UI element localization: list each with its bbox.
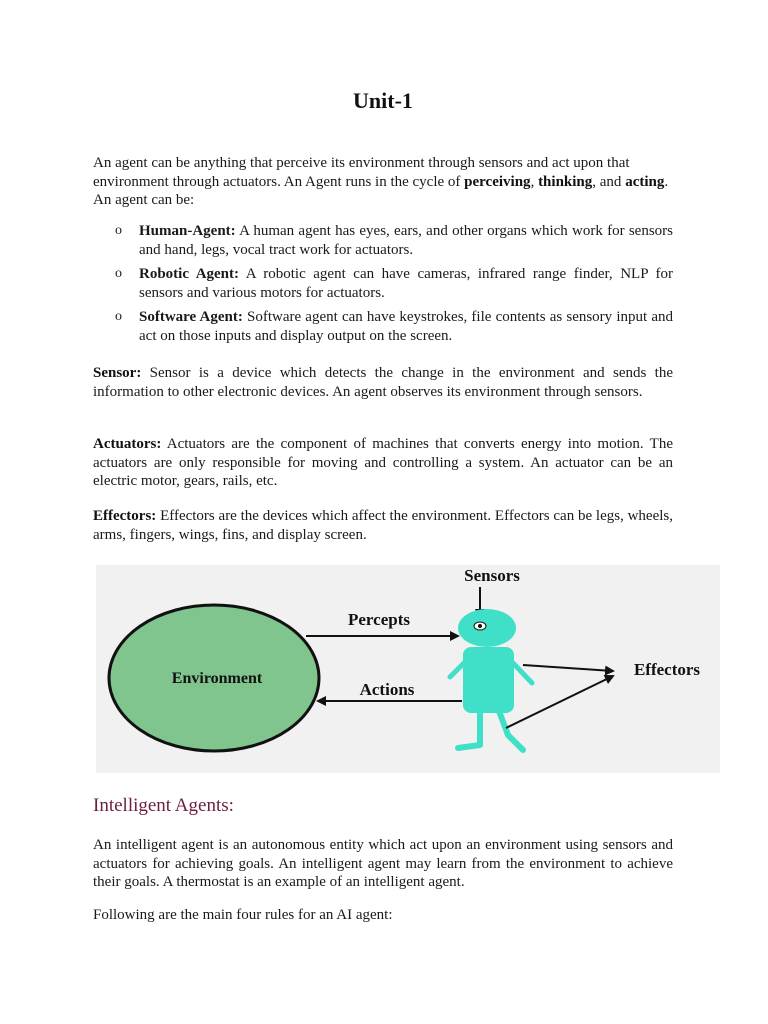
intro-sep-1: , bbox=[530, 173, 539, 190]
list-item-text: A human agent has eyes, ears, and other organs which work for sensors and hand, legs, vocal tract work for actuators. bbox=[139, 223, 673, 258]
intelligent-agents-paragraph: An intelligent agent is an autonomous entity which act upon an environment using sensors and actuators for achieving goals. An intelligent agent may learn from the environment to achieve their goals. A thermostat is an example of an intelligent agent. bbox=[93, 837, 673, 890]
actuators-term: Actuators: bbox=[93, 436, 162, 452]
page-title: Unit-1 bbox=[353, 88, 413, 113]
sensors-label: Sensors bbox=[464, 566, 520, 585]
robot-agent bbox=[450, 609, 532, 750]
effectors-label: Effectors bbox=[633, 660, 701, 679]
actuators-text: Actuators are the component of machines that converts energy into motion. The actuators are only responsible for moving and controlling a system. An actuator can be an electric motor, gears, rails, etc. bbox=[93, 436, 673, 489]
effectors-arrow-upper bbox=[523, 665, 613, 671]
list-item bbox=[93, 265, 673, 302]
effectors-text: Effectors are the devices which affect the environment. Effectors can be legs, wheels, arms, fingers, wings, fins, and display screen. bbox=[93, 508, 673, 543]
word-thinking: thinking bbox=[538, 173, 593, 190]
effectors-term: Effectors: bbox=[93, 508, 157, 524]
list-item-term: Software Agent: bbox=[139, 309, 243, 325]
effectors-paragraph bbox=[93, 507, 673, 544]
list-item-text: A robotic agent can have cameras, infrared range finder, NLP for sensors and various motors for actuators. bbox=[139, 266, 673, 301]
section-heading: Intelligent Agents: bbox=[93, 795, 234, 816]
rules-intro-paragraph: Following are the main four rules for an AI agent: bbox=[93, 907, 393, 923]
sensor-term: Sensor: bbox=[93, 365, 142, 381]
effectors-arrow-lower bbox=[506, 676, 613, 728]
word-perceiving: perceiving bbox=[464, 173, 531, 190]
list-item bbox=[93, 308, 673, 345]
intro-text-2: . An agent can be: bbox=[93, 173, 669, 208]
sensor-text: Sensor is a device which detects the change in the environment and sends the information to other electronic devices. An agent observes its environment through sensors. bbox=[93, 365, 673, 400]
intro-text-1: An agent can be anything that perceive its environment through sensors and act upon that environment through actuators. An Agent runs in the cycle of bbox=[93, 155, 630, 190]
word-acting: acting bbox=[625, 173, 665, 190]
environment-label: Environment bbox=[171, 670, 263, 687]
list-item-term: Human-Agent: bbox=[139, 223, 236, 239]
bullet-marker: o bbox=[115, 223, 122, 238]
list-item bbox=[93, 222, 673, 259]
agent-types-list bbox=[93, 222, 673, 351]
bullet-marker: o bbox=[115, 266, 122, 281]
intro-paragraph bbox=[93, 154, 673, 210]
sensor-paragraph bbox=[93, 364, 673, 401]
list-item-term: Robotic Agent: bbox=[139, 266, 240, 282]
list-item-text: Software agent can have keystrokes, file contents as sensory input and act on those inputs and display output on the screen. bbox=[139, 309, 673, 344]
bullet-marker: o bbox=[115, 309, 122, 324]
diagram-svg bbox=[96, 565, 720, 773]
agent-environment-diagram bbox=[96, 565, 720, 773]
actuators-paragraph bbox=[93, 435, 673, 491]
actions-label: Actions bbox=[359, 680, 415, 699]
percepts-label: Percepts bbox=[348, 610, 410, 629]
intro-sep-2: , and bbox=[592, 173, 626, 190]
